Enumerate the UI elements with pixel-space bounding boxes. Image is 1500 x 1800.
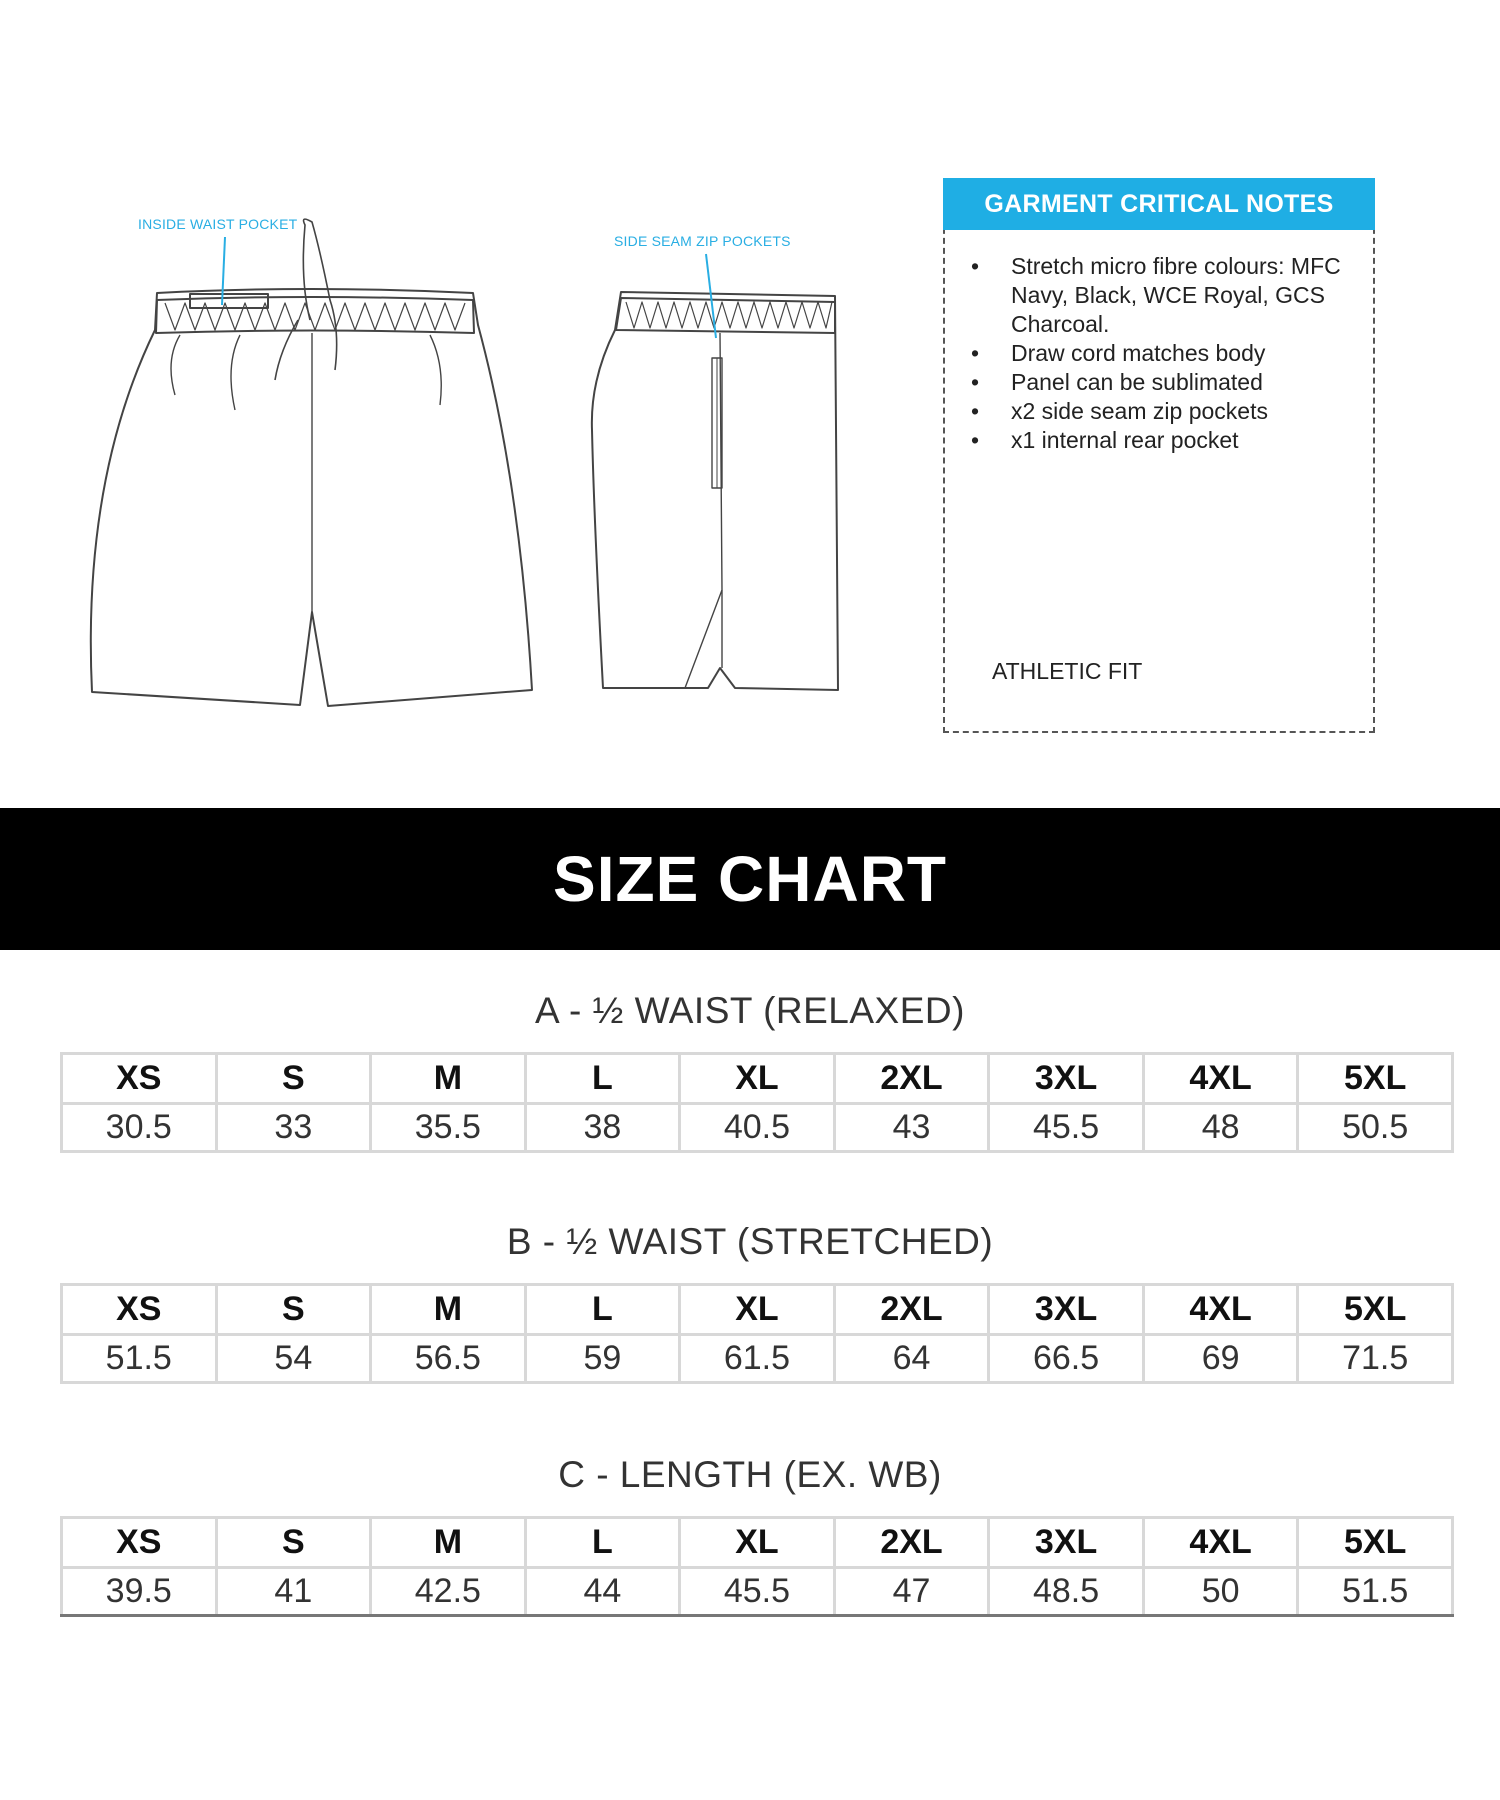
value-cell: 44 — [525, 1568, 680, 1616]
size-cell: M — [371, 1518, 526, 1568]
value-cell: 45.5 — [989, 1104, 1144, 1152]
notes-item — [959, 339, 1359, 368]
side-callout-label: SIDE SEAM ZIP POCKETS — [614, 233, 791, 249]
size-cell: M — [371, 1285, 526, 1335]
size-cell: 5XL — [1298, 1285, 1453, 1335]
value-row — [62, 1335, 1453, 1383]
bullet-icon: • — [971, 253, 980, 279]
size-cell: XS — [62, 1285, 217, 1335]
value-cell: 50 — [1143, 1568, 1298, 1616]
chart-a-title: A - ½ WAIST (RELAXED) — [535, 990, 965, 1031]
value-cell: 40.5 — [680, 1104, 835, 1152]
value-cell: 42.5 — [371, 1568, 526, 1616]
value-cell: 43 — [834, 1104, 989, 1152]
size-cell: 4XL — [1143, 1054, 1298, 1104]
value-cell: 61.5 — [680, 1335, 835, 1383]
bullet-icon: • — [971, 369, 980, 395]
size-cell: 2XL — [834, 1518, 989, 1568]
chart-b-table — [60, 1283, 1454, 1384]
notes-item-text: Stretch micro fibre colours: MFC Navy, Black, WCE Royal, GCS Charcoal. — [1011, 253, 1341, 337]
value-row — [62, 1568, 1453, 1616]
size-header-row — [62, 1054, 1453, 1104]
size-cell: 5XL — [1298, 1518, 1453, 1568]
size-cell: XL — [680, 1518, 835, 1568]
value-cell: 35.5 — [371, 1104, 526, 1152]
size-header-row — [62, 1285, 1453, 1335]
value-cell: 50.5 — [1298, 1104, 1453, 1152]
value-cell: 38 — [525, 1104, 680, 1152]
value-cell: 47 — [834, 1568, 989, 1616]
chart-c-title: C - LENGTH (EX. WB) — [558, 1454, 942, 1495]
value-cell: 56.5 — [371, 1335, 526, 1383]
chart-a-table — [60, 1052, 1454, 1153]
value-cell: 48 — [1143, 1104, 1298, 1152]
size-cell: XS — [62, 1518, 217, 1568]
size-header-row — [62, 1518, 1453, 1568]
size-cell: 3XL — [989, 1285, 1144, 1335]
size-cell: L — [525, 1518, 680, 1568]
notes-list — [959, 252, 1359, 455]
notes-item-text: x1 internal rear pocket — [1011, 427, 1239, 453]
notes-item — [959, 368, 1359, 397]
size-cell: 3XL — [989, 1054, 1144, 1104]
size-cell: XL — [680, 1054, 835, 1104]
value-cell: 41 — [216, 1568, 371, 1616]
size-cell: S — [216, 1518, 371, 1568]
value-cell: 59 — [525, 1335, 680, 1383]
notes-item — [959, 252, 1359, 339]
value-cell: 66.5 — [989, 1335, 1144, 1383]
notes-item — [959, 426, 1359, 455]
front-view-shorts — [91, 219, 532, 706]
value-cell: 39.5 — [62, 1568, 217, 1616]
chart-c-table — [60, 1516, 1454, 1617]
bullet-icon: • — [971, 340, 980, 366]
value-row — [62, 1104, 1453, 1152]
value-cell: 69 — [1143, 1335, 1298, 1383]
size-cell: XS — [62, 1054, 217, 1104]
size-cell: XL — [680, 1285, 835, 1335]
value-cell: 51.5 — [1298, 1568, 1453, 1616]
size-cell: 3XL — [989, 1518, 1144, 1568]
value-cell: 30.5 — [62, 1104, 217, 1152]
garment-notes-box — [943, 178, 1375, 733]
size-cell: L — [525, 1054, 680, 1104]
bullet-icon: • — [971, 398, 980, 424]
size-chart-banner — [0, 808, 1500, 950]
value-cell: 51.5 — [62, 1335, 217, 1383]
notes-item-text: Draw cord matches body — [1011, 340, 1266, 366]
size-cell: 4XL — [1143, 1518, 1298, 1568]
notes-item-text: x2 side seam zip pockets — [1011, 398, 1268, 424]
value-cell: 71.5 — [1298, 1335, 1453, 1383]
size-cell: M — [371, 1054, 526, 1104]
side-view-shorts — [592, 292, 838, 690]
size-cell: 4XL — [1143, 1285, 1298, 1335]
bullet-icon: • — [971, 427, 980, 453]
value-cell: 45.5 — [680, 1568, 835, 1616]
size-chart-title: SIZE CHART — [553, 843, 947, 915]
value-cell: 48.5 — [989, 1568, 1144, 1616]
size-cell: 2XL — [834, 1054, 989, 1104]
notes-item — [959, 397, 1359, 426]
notes-header: GARMENT CRITICAL NOTES — [943, 178, 1375, 230]
value-cell: 64 — [834, 1335, 989, 1383]
chart-b-title: B - ½ WAIST (STRETCHED) — [506, 1221, 994, 1262]
size-cell: 2XL — [834, 1285, 989, 1335]
garment-drawings — [0, 0, 900, 780]
size-cell: S — [216, 1285, 371, 1335]
value-cell: 33 — [216, 1104, 371, 1152]
size-cell: L — [525, 1285, 680, 1335]
size-cell: S — [216, 1054, 371, 1104]
notes-item-text: Panel can be sublimated — [1011, 369, 1263, 395]
fit-label: ATHLETIC FIT — [992, 658, 1143, 684]
value-cell: 54 — [216, 1335, 371, 1383]
front-callout-label: INSIDE WAIST POCKET — [138, 216, 298, 232]
size-cell: 5XL — [1298, 1054, 1453, 1104]
